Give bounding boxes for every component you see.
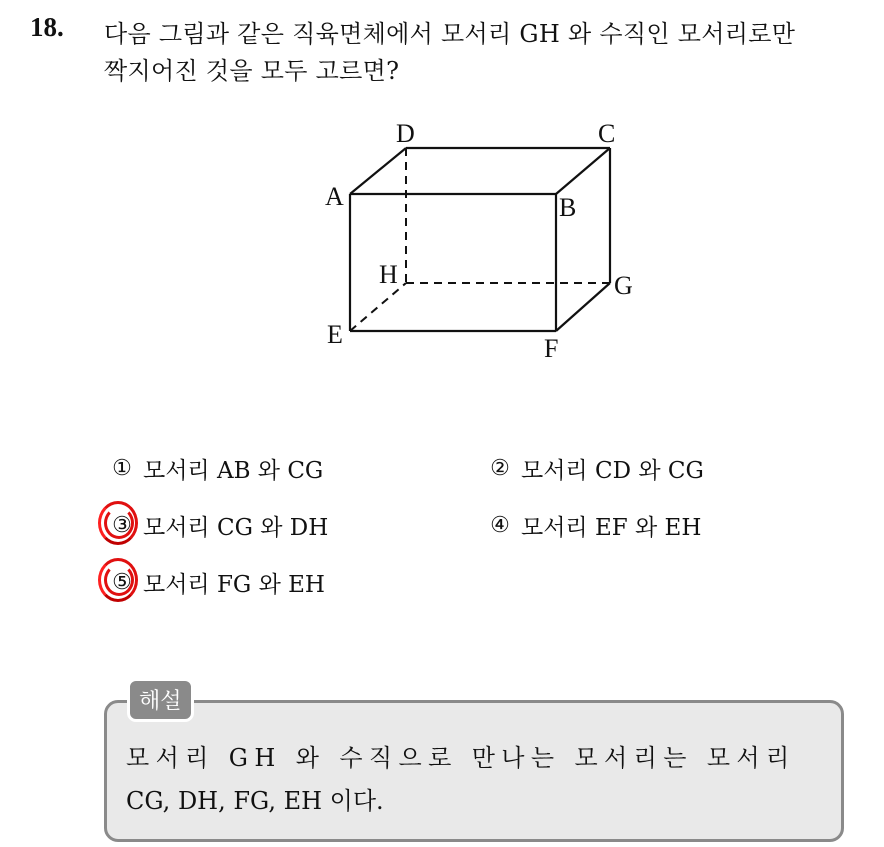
question-text-line-1: 다음 그림과 같은 직육면체에서 모서리 GH 와 수직인 모서리로만 — [104, 20, 796, 48]
vertex-label-d: D — [396, 119, 415, 148]
choice-5[interactable] — [110, 566, 325, 599]
edge-ad — [350, 148, 406, 194]
edge-eh-hidden — [350, 283, 406, 331]
edge-fg — [556, 283, 610, 331]
explanation-line-2: CG, DH, FG, EH 이다. — [126, 787, 384, 815]
choice-text-3: 모서리 CG 와 DH — [143, 515, 329, 541]
vertex-label-h: H — [379, 260, 398, 289]
choice-3[interactable] — [110, 509, 328, 542]
choice-2[interactable] — [488, 452, 704, 485]
question-number: 18. — [30, 12, 64, 42]
explanation-tag: 해설 — [127, 678, 194, 722]
choice-text-2: 모서리 CD 와 CG — [521, 458, 704, 484]
cuboid-figure — [0, 0, 884, 420]
choice-text-1: 모서리 AB 와 CG — [143, 458, 324, 484]
question-text-line-2: 짝지어진 것을 모두 고르면? — [104, 57, 400, 85]
choice-number-3: ③ — [110, 513, 134, 538]
vertex-label-c: C — [598, 119, 616, 148]
vertex-label-a: A — [325, 182, 344, 211]
answer-circle-mark-inner — [104, 564, 134, 596]
answer-circle-mark-inner — [104, 507, 134, 539]
choice-number-2: ② — [490, 456, 510, 481]
vertex-label-e: E — [327, 320, 343, 349]
choice-text-4: 모서리 EF 와 EH — [521, 515, 702, 541]
explanation-line-1: 모서리 GH 와 수직으로 만나는 모서리는 모서리 — [126, 744, 796, 772]
edge-bc — [556, 148, 610, 194]
choice-4[interactable] — [488, 509, 701, 542]
choice-number-4: ④ — [490, 513, 510, 538]
choice-number-1: ① — [112, 456, 132, 481]
choice-text-5: 모서리 FG 와 EH — [143, 572, 325, 598]
choice-1[interactable] — [110, 452, 323, 485]
vertex-label-f: F — [544, 334, 559, 363]
choice-number-5: ⑤ — [110, 570, 134, 595]
vertex-label-g: G — [614, 271, 633, 300]
vertex-label-b: B — [559, 193, 577, 222]
